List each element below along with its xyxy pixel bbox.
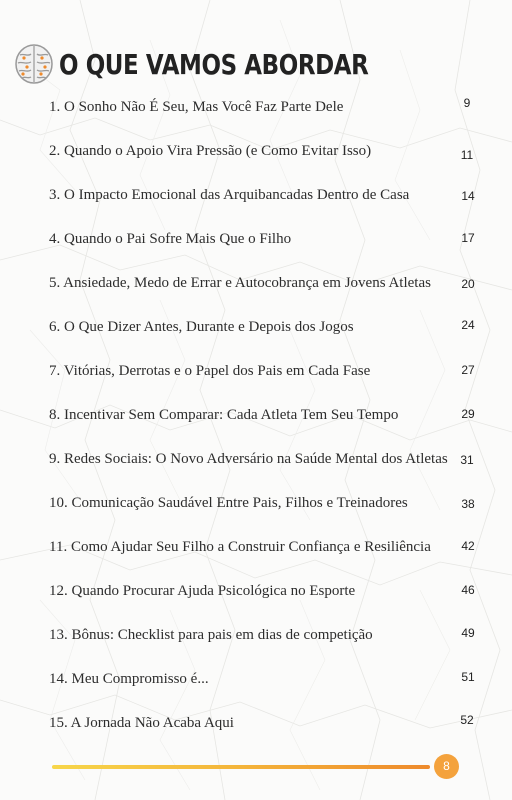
toc-item-label: 8. Incentivar Sem Comparar: Cada Atleta Tem Seu Tempo [49, 407, 399, 423]
toc-item[interactable] [0, 313, 512, 341]
toc-item-label: 5. Ansiedade, Medo de Errar e Autocobrança em Jovens Atletas [49, 275, 431, 291]
toc-item-page: 46 [461, 583, 475, 597]
toc-item-page: 29 [461, 407, 475, 421]
toc-item[interactable] [0, 181, 512, 209]
toc-item-label: 12. Quando Procurar Ajuda Psicológica no Esporte [49, 583, 356, 599]
page-title: O QUE VAMOS ABORDAR [59, 47, 369, 81]
toc-item-label: 15. A Jornada Não Acaba Aqui [49, 715, 234, 731]
page-number-badge: 8 [434, 754, 459, 779]
toc-item-label: 9. Redes Sociais: O Novo Adversário na Saúde Mental dos Atletas [49, 451, 448, 467]
toc-item[interactable] [0, 401, 512, 429]
toc-item-label: 2. Quando o Apoio Vira Pressão (e Como Evitar Isso) [49, 143, 372, 159]
toc-item[interactable] [0, 489, 512, 517]
toc-item-label: 7. Vitórias, Derrotas e o Papel dos Pais em Cada Fase [49, 363, 371, 379]
toc-item-label: 13. Bônus: Checklist para pais em dias de competição [49, 627, 373, 643]
toc-item-page: 49 [461, 626, 475, 640]
toc-item-page: 52 [460, 713, 474, 727]
toc-item[interactable] [0, 137, 512, 165]
toc-item-label: 11. Como Ajudar Seu Filho a Construir Confiança e Resiliência [49, 539, 431, 555]
toc-item-page: 14 [461, 189, 475, 203]
toc-item[interactable] [0, 533, 512, 561]
toc-item-page: 42 [461, 539, 475, 553]
toc-item[interactable] [0, 445, 512, 473]
toc-item-page: 31 [460, 453, 474, 467]
toc-item-page: 9 [463, 96, 471, 110]
toc-item[interactable] [0, 269, 512, 297]
toc-item-page: 51 [461, 670, 475, 684]
toc-item-label: 1. O Sonho Não É Seu, Mas Você Faz Parte Dele [49, 99, 344, 115]
toc-item-label: 3. O Impacto Emocional das Arquibancadas Dentro de Casa [49, 187, 410, 203]
toc-item-page: 38 [461, 497, 475, 511]
toc-item-label: 14. Meu Compromisso é... [49, 671, 209, 687]
toc-item[interactable] [0, 93, 512, 121]
brain-icon [14, 43, 54, 85]
toc-header [14, 42, 436, 86]
toc-item-label: 6. O Que Dizer Antes, Durante e Depois dos Jogos [49, 319, 354, 335]
toc-item-page: 17 [461, 231, 475, 245]
toc-item[interactable] [0, 709, 512, 737]
toc-item[interactable] [0, 357, 512, 385]
toc-item[interactable] [0, 621, 512, 649]
toc-item[interactable] [0, 225, 512, 253]
toc-item-page: 24 [461, 318, 475, 332]
toc-item[interactable] [0, 577, 512, 605]
footer-accent-line [52, 765, 430, 769]
toc-item-label: 10. Comunicação Saudável Entre Pais, Filhos e Treinadores [49, 495, 408, 511]
toc-item-page: 20 [461, 277, 475, 291]
toc-item-label: 4. Quando o Pai Sofre Mais Que o Filho [49, 231, 292, 247]
toc-item-page: 11 [460, 148, 474, 162]
toc-item-page: 27 [461, 363, 475, 377]
toc-item[interactable] [0, 665, 512, 693]
